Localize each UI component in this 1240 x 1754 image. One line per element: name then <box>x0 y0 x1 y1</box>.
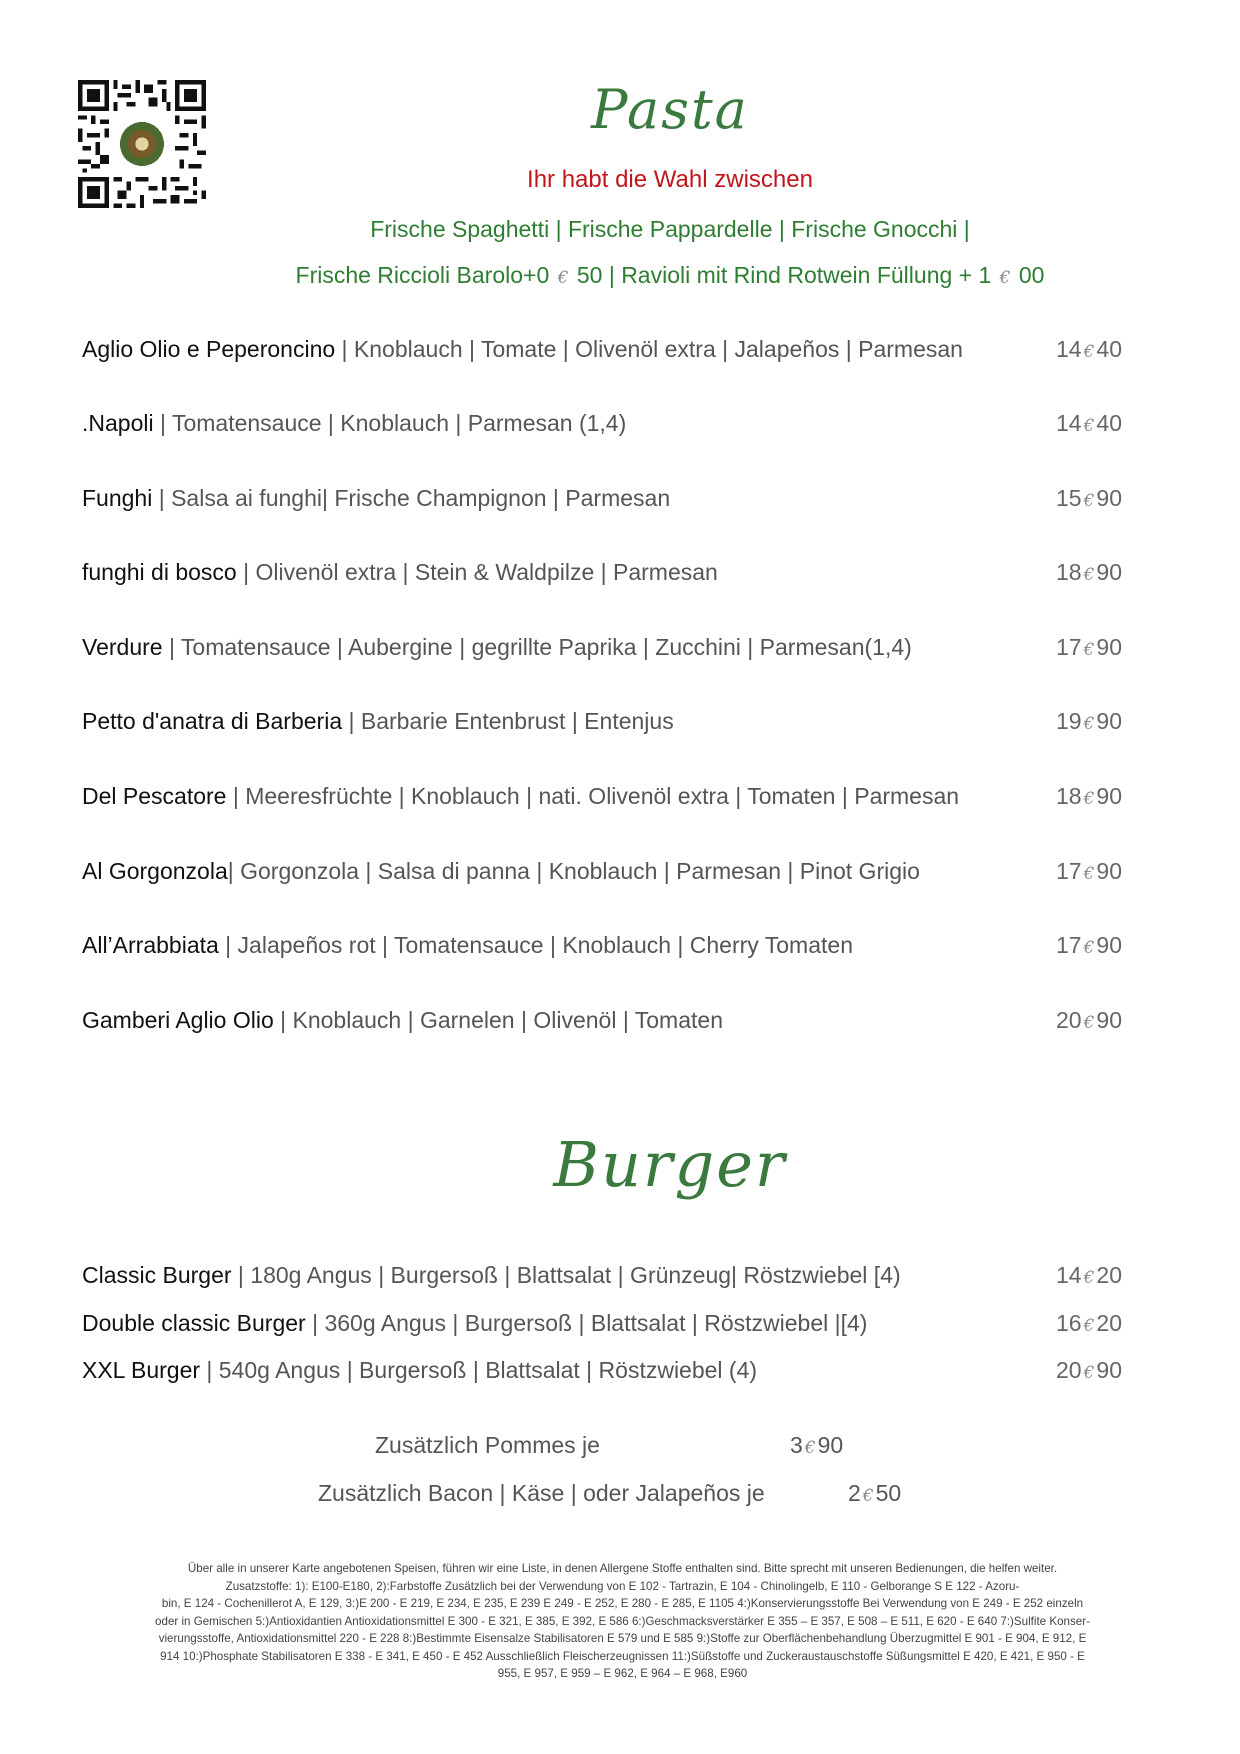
menu-item <box>82 1007 1122 1034</box>
riccioli-option: Frische Riccioli Barolo+0 <box>295 262 550 288</box>
allergen-line: vierungsstoffe, Antioxidationsmittel 220 - E 228 8:)Bestimmte Eisensalze Stabilisatoren E 579 und E 585 9:)Stoffe zur Oberflächenbehandlung Überzugmittel E 901 - E 904, E 912, E <box>158 1632 1087 1645</box>
menu-item <box>82 1262 1122 1289</box>
euro-icon: € <box>1083 640 1095 660</box>
dish-name: Double classic Burger <box>82 1310 306 1336</box>
pasta-type-surcharges <box>50 262 1240 289</box>
dish-price: 14 €40 <box>1055 410 1122 436</box>
euro-icon: € <box>1083 1013 1095 1033</box>
extra-toppings-price: 2 €50 <box>848 1480 902 1506</box>
euro-icon: € <box>1083 416 1095 436</box>
menu-item <box>82 1357 1122 1384</box>
euro-icon: € <box>1083 491 1095 511</box>
dish-price: 14 €20 <box>1055 1262 1122 1288</box>
dish-description: | 180g Angus | Burgersoß | Blattsalat | Grünzeug| Röstzwiebel [4) <box>231 1262 901 1288</box>
euro-icon: € <box>557 268 569 288</box>
dish-name: Petto d'anatra di Barberia <box>82 708 343 734</box>
menu-item <box>82 634 1122 661</box>
dish-description: | Olivenöl extra | Stein & Waldpilze | Parmesan <box>236 559 718 585</box>
euro-icon: € <box>999 268 1011 288</box>
menu-item <box>82 336 1122 363</box>
menu-item <box>82 708 1122 735</box>
dish-name: Aglio Olio e Peperoncino <box>82 336 336 362</box>
dish-price: 18 €90 <box>1055 559 1122 585</box>
extra-pommes-price: 3 €90 <box>790 1432 844 1458</box>
euro-icon: € <box>862 1486 874 1506</box>
allergen-line: Über alle in unserer Karte angebotenen Speisen, führen wir eine Liste, in denen Allergene Stoffe enthalten sind. Bitte sprecht mit unseren Bedienungen, die helfen weiter. <box>187 1562 1058 1575</box>
dish-description: | Knoblauch | Tomate | Olivenöl extra | Jalapeños | Parmesan <box>335 336 963 362</box>
euro-icon: € <box>1083 1268 1095 1288</box>
dish-name: All’Arrabbiata <box>82 932 219 958</box>
dish-description: | Barbarie Entenbrust | Entenjus <box>342 708 674 734</box>
euro-icon: € <box>1083 1363 1095 1383</box>
menu-item <box>82 783 1122 810</box>
dish-price: 17 €90 <box>1055 858 1122 884</box>
choice-heading: Ihr habt die Wahl zwischen <box>527 166 813 193</box>
allergen-line: bin, E 124 - Cochenillerot A, E 129, 3:)E 200 - E 219, E 234, E 235, E 239 E 249 - E 252, E 280 - E 285, E 1105 4:)Konservierungsstoffe Bei Verwendung von E 249 - E 252 einzeln <box>161 1597 1084 1610</box>
dish-price: 14 €40 <box>1055 336 1122 362</box>
euro-icon: € <box>1083 714 1095 734</box>
euro-icon: € <box>1083 342 1095 362</box>
dish-description: | Knoblauch | Garnelen | Olivenöl | Tomaten <box>273 1007 723 1033</box>
dish-name: funghi di bosco <box>82 559 237 585</box>
dish-description: | Jalapeños rot | Tomatensauce | Knoblauch | Cherry Tomaten <box>218 932 853 958</box>
dish-description: | Salsa ai funghi| Frische Champignon | Parmesan <box>152 485 671 511</box>
extra-pommes-label: Zusätzlich Pommes je <box>375 1432 600 1458</box>
dish-name: .Napoli <box>82 410 154 436</box>
euro-icon: € <box>1083 1316 1095 1336</box>
dish-price: 20 €90 <box>1055 1357 1122 1383</box>
dish-price: 20 €90 <box>1055 1007 1122 1033</box>
dish-description: | Meeresfrüchte | Knoblauch | nati. Olivenöl extra | Tomaten | Parmesan <box>226 783 960 809</box>
allergen-line: oder in Gemischen 5:)Antioxidantien Antioxidationsmittel E 300 - E 321, E 385, E 392, E 586 6:)Geschmacksverstärker E 355 – E 357, E 508 – E 511, E 620 - E 640 7:)Sulfite Konser- <box>155 1614 1090 1628</box>
allergen-line: 914 10:)Phosphate Stabilisatoren E 338 - E 341, E 450 - E 452 Ausschließlich Fleischerzeugnissen 11:)Süßstoffe und Zuckeraustauschstoffe Süßungsmittel E 420, E 421, E 950 - E <box>160 1649 1085 1663</box>
dish-name: XXL Burger <box>82 1357 201 1383</box>
dish-price: 16 €20 <box>1055 1310 1122 1336</box>
dish-price: 17 €90 <box>1055 932 1122 958</box>
dish-name: Gamberi Aglio Olio <box>82 1007 274 1033</box>
dish-description: | Tomatensauce | Knoblauch | Parmesan (1,4) <box>153 410 627 436</box>
pasta-title: Pasta <box>591 78 749 141</box>
menu-item <box>82 410 1122 437</box>
dish-name: Funghi <box>82 485 153 511</box>
euro-icon: € <box>1083 789 1095 809</box>
dish-name: Del Pescatore <box>82 783 227 809</box>
dish-description: | Gorgonzola | Salsa di panna | Knoblauch | Parmesan | Pinot Grigio <box>227 858 920 884</box>
extra-toppings-label: Zusätzlich Bacon | Käse | oder Jalapeños je <box>318 1480 765 1506</box>
ravioli-surcharge-cents: 00 <box>1018 262 1045 288</box>
menu-item <box>82 858 1122 885</box>
burger-title: Burger <box>553 1128 787 1201</box>
euro-icon: € <box>1083 938 1095 958</box>
menu-item <box>82 559 1122 586</box>
euro-icon: € <box>804 1438 816 1458</box>
euro-icon: € <box>1083 565 1095 585</box>
dish-description: | Tomatensauce | Aubergine | gegrillte Paprika | Zucchini | Parmesan(1,4) <box>162 634 912 660</box>
dish-name: Classic Burger <box>82 1262 232 1288</box>
ravioli-option: 50 | Ravioli mit Rind Rotwein Füllung + 1 <box>576 262 992 288</box>
dish-price: 15 €90 <box>1055 485 1122 511</box>
dish-price: 19 €90 <box>1055 708 1122 734</box>
menu-item <box>82 932 1122 959</box>
dish-name: Verdure <box>82 634 163 660</box>
allergen-line: Zusatzstoffe: 1): E100-E180, 2):Farbstoffe Zusätzlich bei der Verwendung von E 102 - Tartrazin, E 104 - Chinolingelb, E 110 - Gelborange S E 122 - Azoru- <box>225 1579 1020 1593</box>
euro-icon: € <box>1083 864 1095 884</box>
dish-price: 17 €90 <box>1055 634 1122 660</box>
allergen-note <box>80 1560 1165 1683</box>
dish-price: 18 €90 <box>1055 783 1122 809</box>
allergen-line: 955, E 957, E 959 – E 962, E 964 – E 968, E960 <box>497 1667 748 1680</box>
menu-item <box>82 1310 1122 1337</box>
dish-name: Al Gorgonzola <box>82 858 228 884</box>
pasta-type-options: Frische Spaghetti | Frische Pappardelle | Frische Gnocchi | <box>370 216 970 242</box>
dish-description: | 360g Angus | Burgersoß | Blattsalat | Röstzwiebel |[4) <box>305 1310 868 1336</box>
dish-description: | 540g Angus | Burgersoß | Blattsalat | Röstzwiebel (4) <box>200 1357 758 1383</box>
menu-item <box>82 485 1122 512</box>
